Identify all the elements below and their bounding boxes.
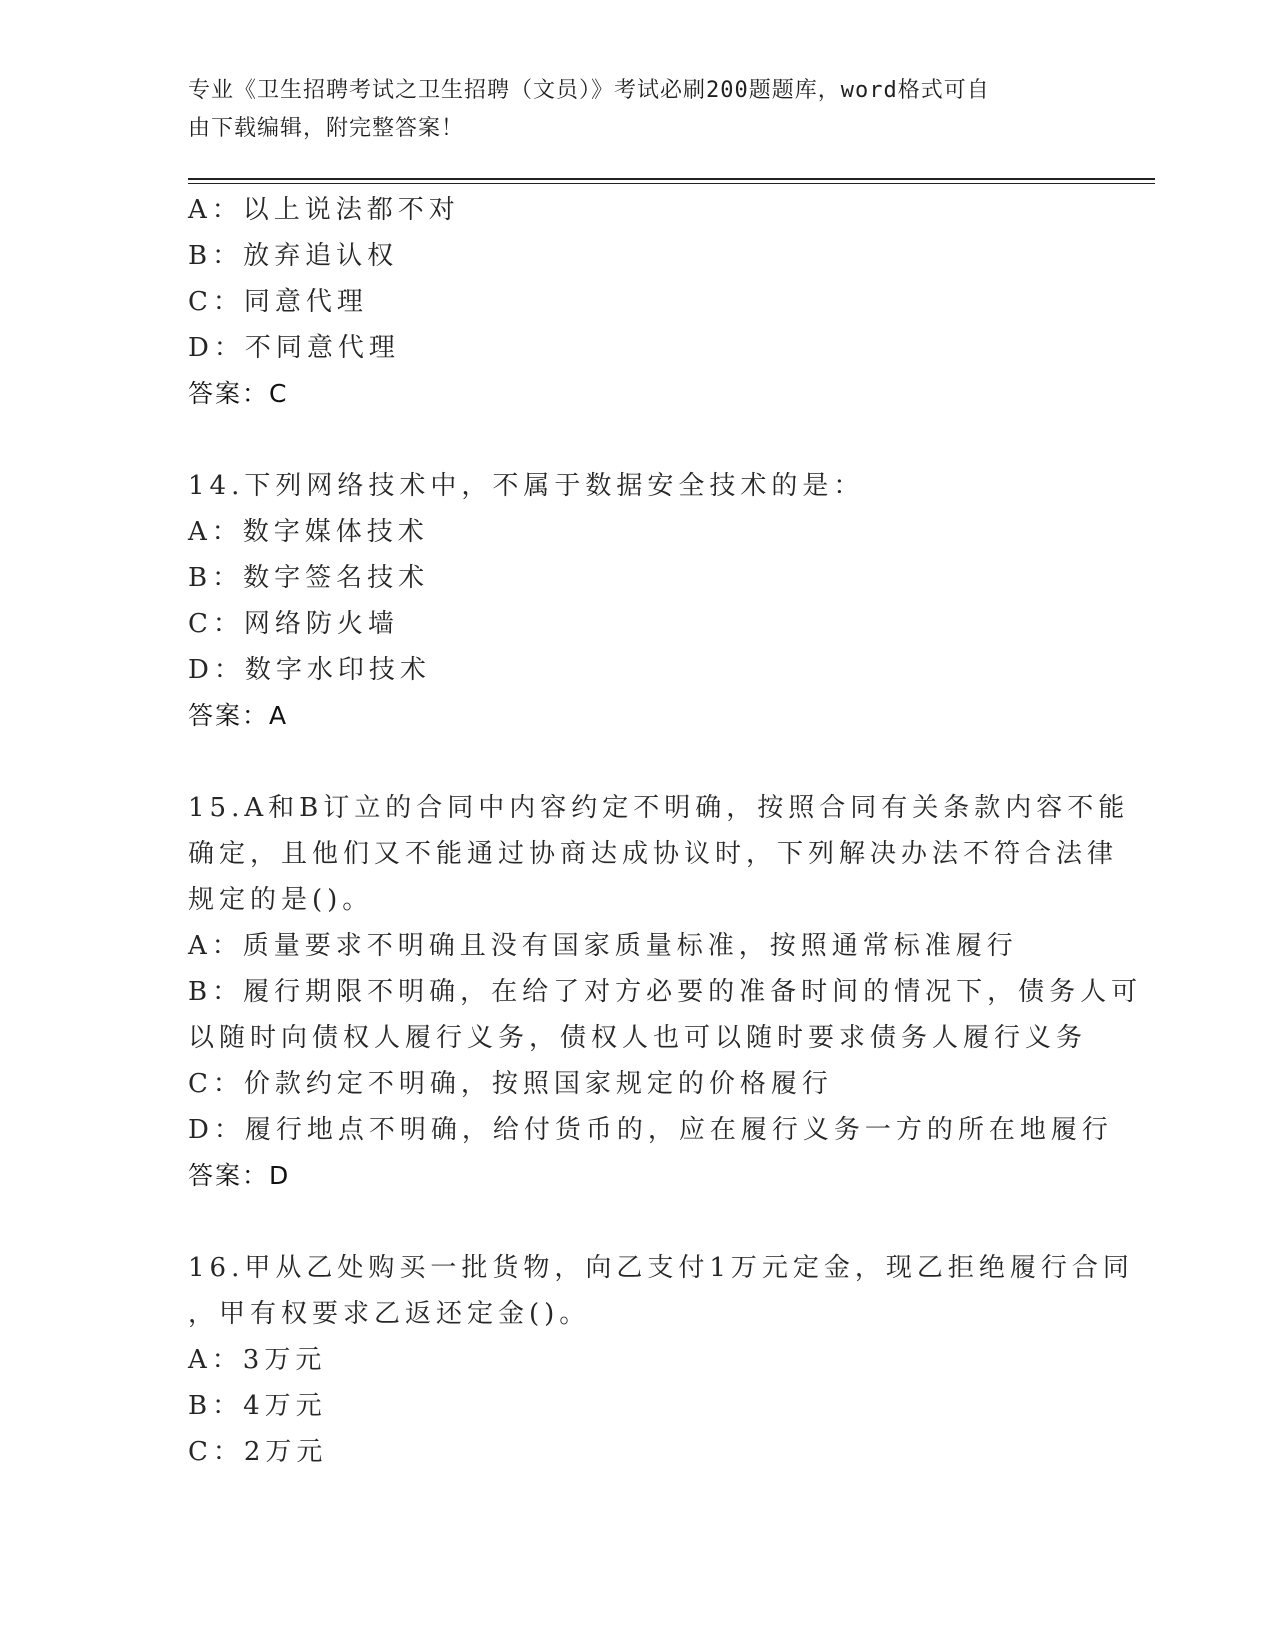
- option-b: B：4万元: [188, 1391, 327, 1421]
- document-body: [188, 187, 1143, 1475]
- option-a: A：数字媒体技术: [188, 517, 429, 547]
- option-a: A：质量要求不明确且没有国家质量标准，按照通常标准履行: [188, 931, 1018, 961]
- option-a: A：3万元: [188, 1345, 327, 1375]
- question-13-block: [188, 187, 1088, 417]
- question-stem-line-2: ，甲有权要求乙返还定金()。: [188, 1299, 591, 1329]
- question-14-block: [188, 463, 1088, 739]
- option-d: D：履行地点不明确，给付货币的，应在履行义务一方的所在地履行: [188, 1115, 1113, 1145]
- header-line-1: 专业《卫生招聘考试之卫生招聘（文员）》考试必刷200题题库，word格式可自: [188, 78, 990, 103]
- question-stem-line-2: 确定，且他们又不能通过协商达成协议时，下列解决办法不符合法律: [188, 839, 1119, 869]
- question-stem-line-1: 16.甲从乙处购买一批货物，向乙支付1万元定金，现乙拒绝履行合同: [188, 1253, 1134, 1283]
- header-line-2: 由下载编辑，附完整答案！: [188, 116, 465, 141]
- option-b-line-1: B：履行期限不明确，在给了对方必要的准备时间的情况下，债务人可: [188, 977, 1143, 1007]
- option-b-line-2: 以随时向债权人履行义务，债权人也可以随时要求债务人履行义务: [188, 1023, 1088, 1053]
- option-c: C：同意代理: [188, 287, 368, 317]
- option-c: C：网络防火墙: [188, 609, 399, 639]
- question-stem: 14.下列网络技术中，不属于数据安全技术的是：: [188, 471, 865, 501]
- header-rule-thin: [188, 183, 1155, 184]
- option-d: D：不同意代理: [188, 333, 400, 363]
- question-stem-line-1: 15.A和B订立的合同中内容约定不明确，按照合同有关条款内容不能: [188, 793, 1130, 823]
- header-rule-thick: [188, 178, 1155, 180]
- option-b: B：数字签名技术: [188, 563, 430, 593]
- option-c: C：2万元: [188, 1437, 328, 1467]
- answer-line: 答案：D: [188, 1161, 291, 1190]
- option-c: C：价款约定不明确，按照国家规定的价格履行: [188, 1069, 833, 1099]
- option-b: B：放弃追认权: [188, 241, 399, 271]
- question-stem-line-3: 规定的是()。: [188, 885, 374, 915]
- answer-line: 答案：A: [188, 701, 289, 730]
- spacer: [188, 417, 1088, 463]
- option-a: A：以上说法都不对: [188, 195, 460, 225]
- answer-line: 答案：C: [188, 379, 289, 408]
- option-d: D：数字水印技术: [188, 655, 431, 685]
- question-15-block: [188, 785, 1143, 1199]
- spacer: [188, 739, 1088, 785]
- document-header: [188, 72, 1068, 148]
- question-16-block: [188, 1245, 1134, 1475]
- spacer: [188, 1199, 1088, 1245]
